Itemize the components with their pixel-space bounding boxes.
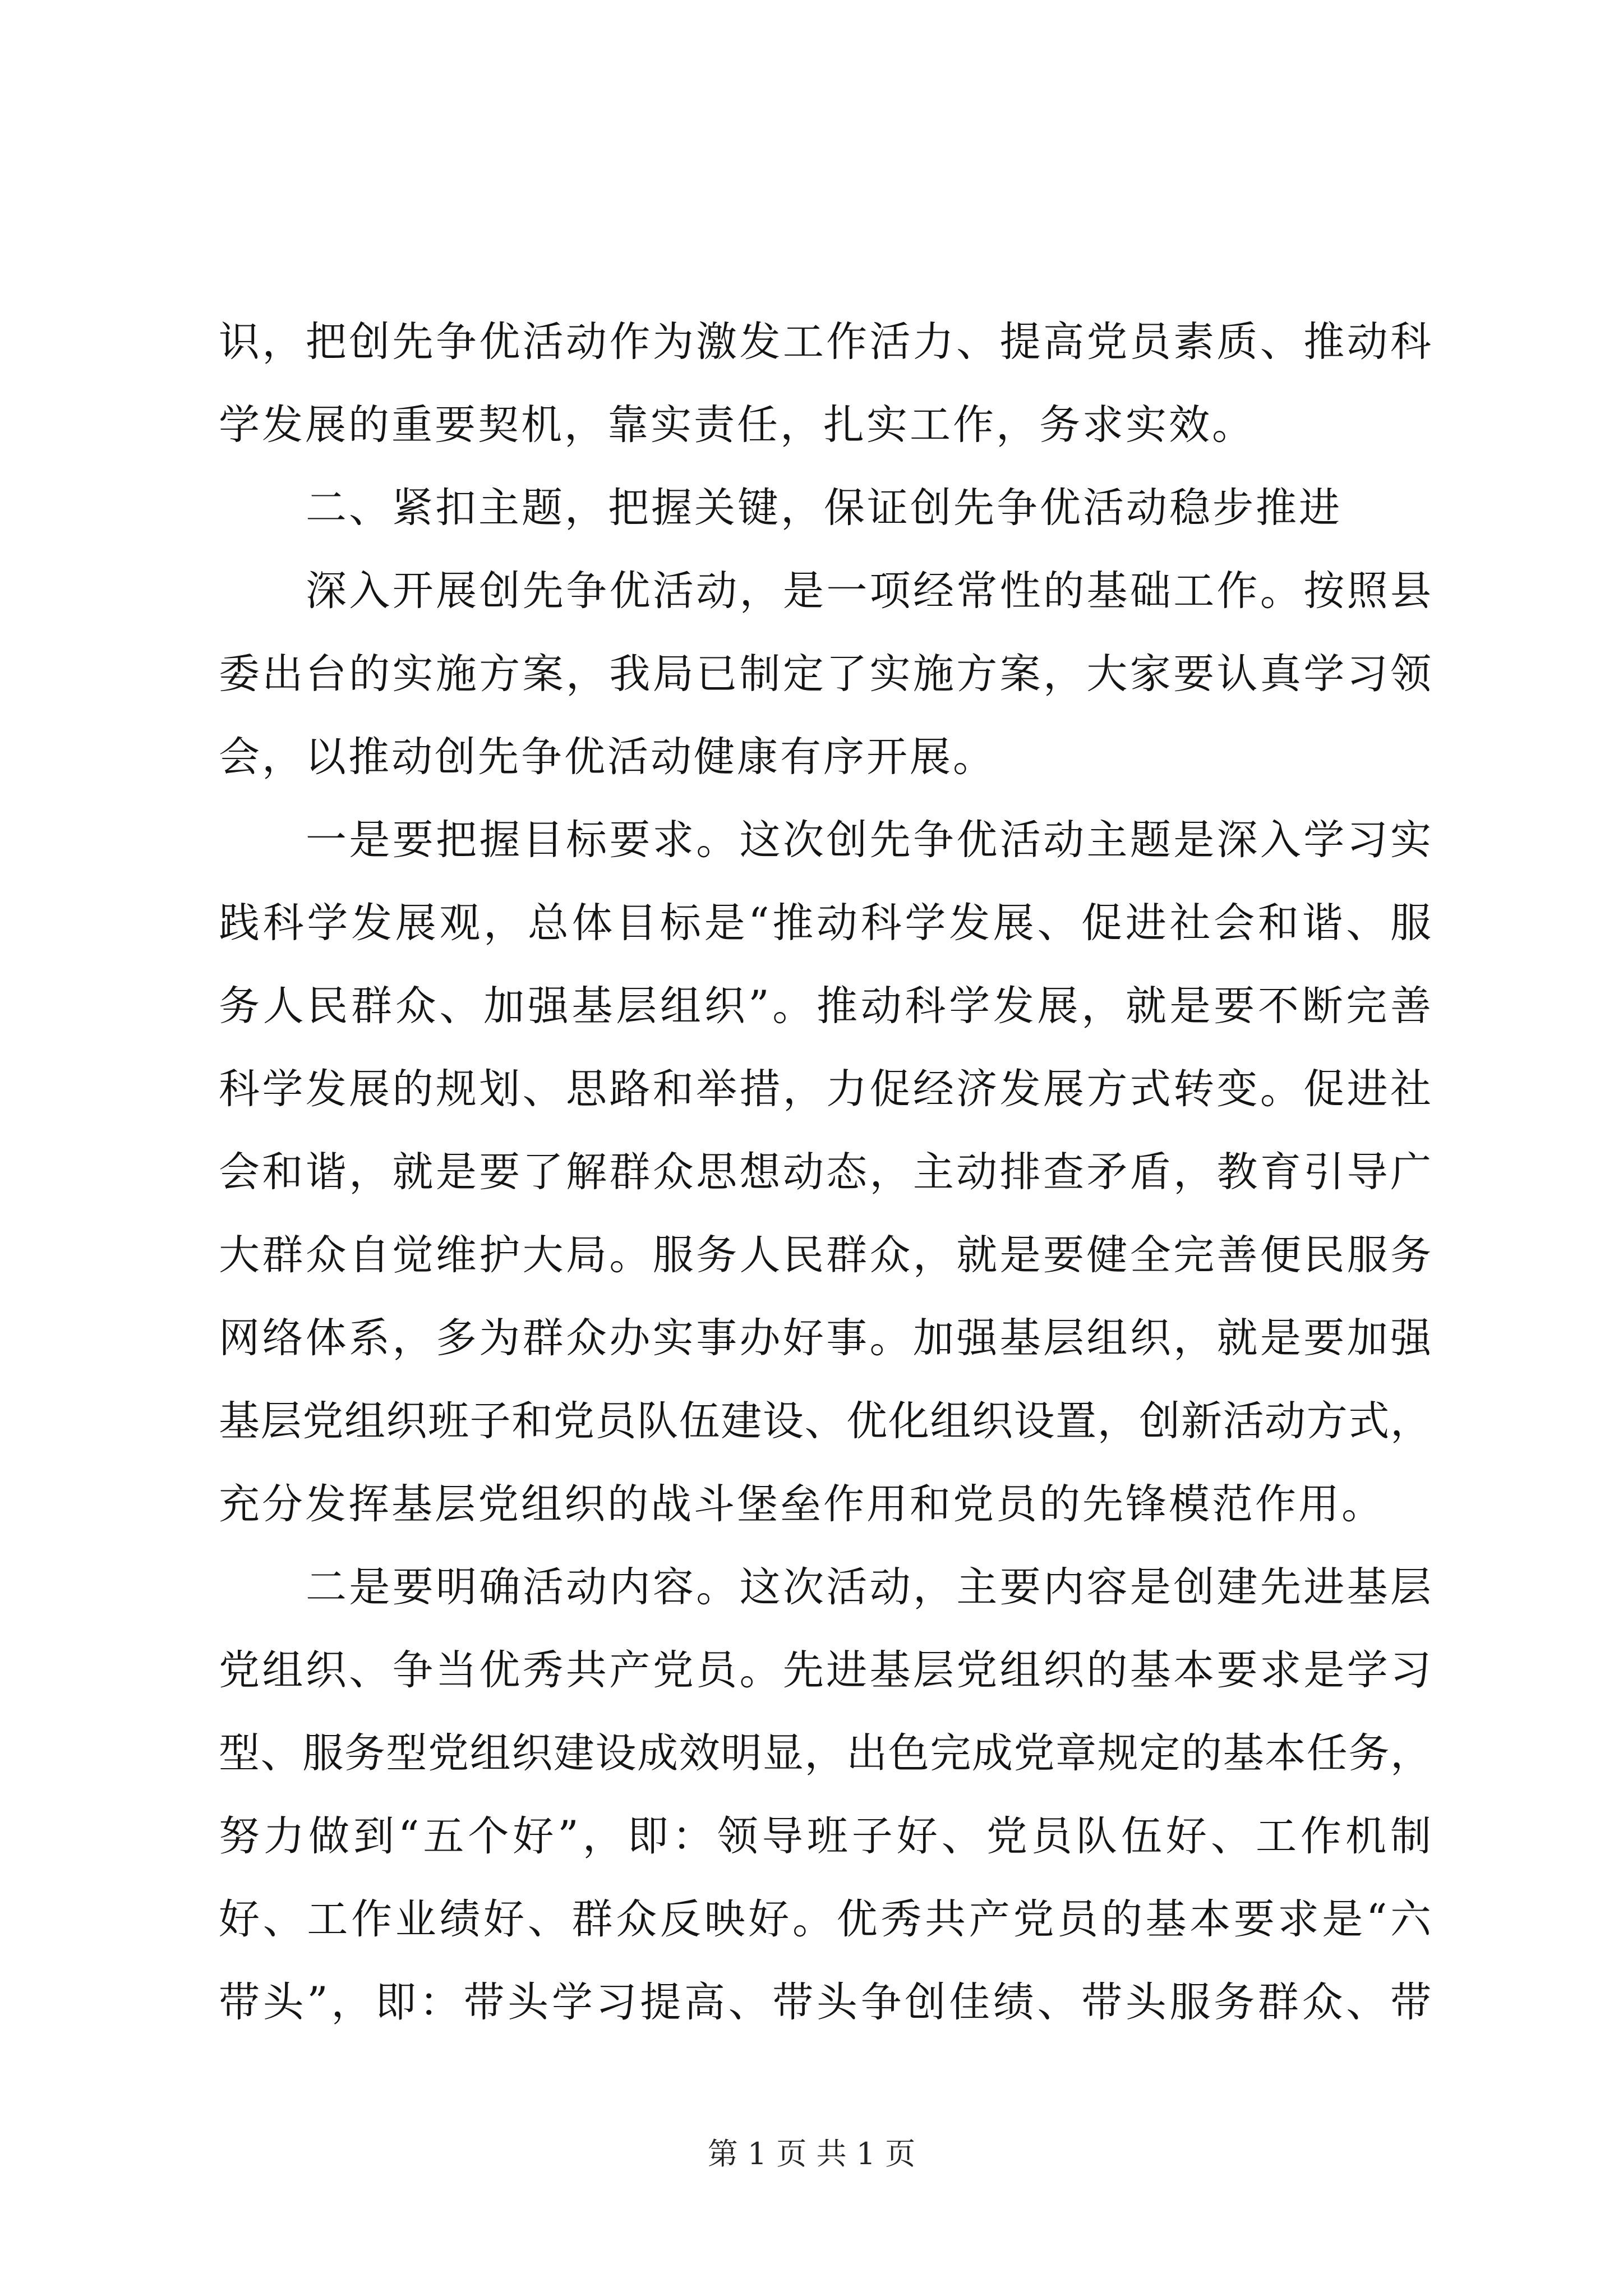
text-line: 会和谐，就是要了解群众思想动态，主动排查矛盾，教育引导广 [219, 1148, 1431, 1196]
page-number-label: 第 1 页 共 1 页 [707, 2136, 916, 2171]
text-line: 努力做到“五个好”，即：领导班子好、党员队伍好、工作机制 [219, 1812, 1431, 1860]
text-line: 会，以推动创先争优活动健康有序开展。 [219, 733, 996, 781]
paragraph [219, 799, 1431, 1546]
text-line: 践科学发展观，总体目标是“推动科学发展、促进社会和谐、服 [219, 899, 1431, 947]
text-line: 型、服务型党组织建设成效明显，出色完成党章规定的基本任务， [219, 1729, 1431, 1777]
page-footer [0, 2132, 1623, 2177]
text-line: 党组织、争当优秀共产党员。先进基层党组织的基本要求是学习 [219, 1646, 1431, 1694]
paragraph [219, 550, 1431, 799]
document-body [219, 301, 1431, 2044]
section-heading-text: 二、紧扣主题，把握关键，保证创先争优活动稳步推进 [306, 484, 1342, 532]
text-line: 大群众自觉维护大局。服务人民群众，就是要健全完善便民服务 [219, 1231, 1431, 1279]
paragraph [219, 1546, 1431, 2044]
paragraph [219, 301, 1431, 467]
text-line: 基层党组织班子和党员队伍建设、优化组织设置，创新活动方式， [219, 1397, 1431, 1445]
text-line: 科学发展的规划、思路和举措，力促经济发展方式转变。促进社 [219, 1065, 1431, 1113]
text-line: 学发展的重要契机，靠实责任，扎实工作，务求实效。 [219, 401, 1255, 449]
text-line: 好、工作业绩好、群众反映好。优秀共产党员的基本要求是“六 [219, 1895, 1431, 1943]
text-line: 委出台的实施方案，我局已制定了实施方案，大家要认真学习领 [219, 650, 1431, 698]
text-line: 务人民群众、加强基层组织”。推动科学发展，就是要不断完善 [219, 982, 1431, 1030]
text-line: 带头”，即：带头学习提高、带头争创佳绩、带头服务群众、带 [219, 1978, 1431, 2026]
section-heading [219, 467, 1431, 550]
text-line: 识，把创先争优活动作为激发工作活力、提高党员素质、推动科 [219, 318, 1431, 366]
text-line: 深入开展创先争优活动，是一项经常性的基础工作。按照县 [306, 567, 1431, 615]
text-line: 一是要把握目标要求。这次创先争优活动主题是深入学习实 [306, 816, 1431, 864]
text-line: 网络体系，多为群众办实事办好事。加强基层组织，就是要加强 [219, 1314, 1431, 1362]
text-line: 二是要明确活动内容。这次活动，主要内容是创建先进基层 [306, 1563, 1431, 1611]
text-line: 充分发挥基层党组织的战斗堡垒作用和党员的先锋模范作用。 [219, 1480, 1385, 1528]
